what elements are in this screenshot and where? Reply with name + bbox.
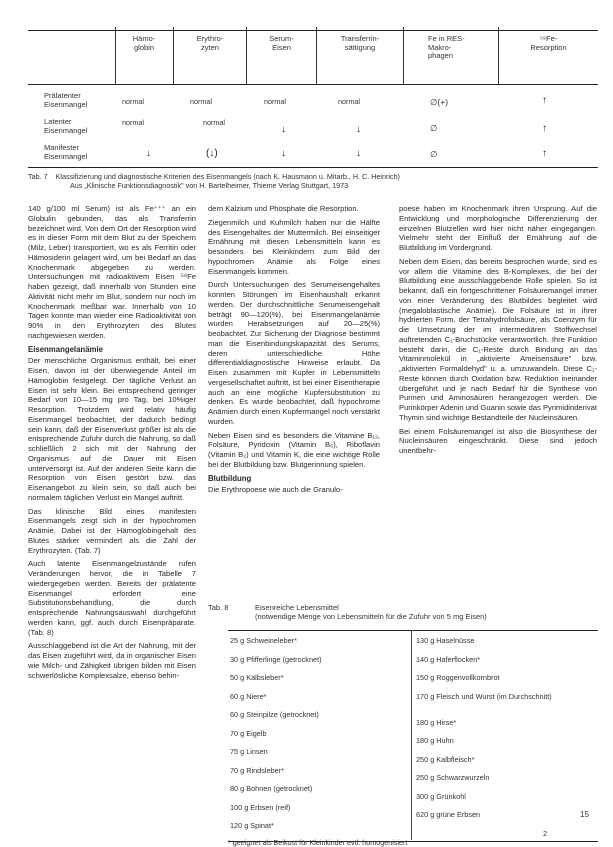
table-7-caption (28, 172, 400, 190)
up-arrow-icon: ↑ (542, 95, 547, 106)
table-cell: ∅ (430, 149, 438, 159)
food-item: 30 g Pfifferlinge (getrocknet) (230, 654, 322, 664)
paragraph: Der menschliche Organismus enthält, bei einer Eisen, davon ist der überwiegende Anteil im Hämoglobin festgelegt. Der tägliche Verlust an Eisen ist sehr klein. Bei entsprechend geringer Bedarf von 10—15 mg pro Tag, bei 10%iger Resorption. Trotzdem wird relativ häufig Eisenmangel beobachtet, der dadurch bedingt sein kann, daß der Eisenverlust größer ist als die entsprechende Zufuhr durch die Nahrung, so daß schließlich 2 sich mit der Nahrung der Organismus auf die Dauer mit Eisen unterversorgt ist. Auf der anderen Seite kann die Resorption von Eisen gestört bzw. das Eisenangebot zu klein sein, so daß auch bei normalem täglichen Verlust ein Mangel auftritt. (28, 356, 196, 502)
section-heading: Blutbildung (208, 473, 252, 483)
row-label: Manifester Eisenmangel (44, 143, 88, 161)
paragraph: Neben dem Eisen, das bereits besprochen wurde, sind es vor allem die Vitamine des B-Komplexes, die bei der Blutbildung eine ausschlaggebende Rolle spielen. So ist bekannt, daß ein fortgeschrittener Folsäuremangel immer von einer Veränderung des Blutbildes begleitet wird (megaloblastische Anämie). Die Folsäure ist in ihrer hydrierten Form, der Tetrahydrofolsäure, als Coenzym für die Umsetzung der im intermediären Stoffwechsel auftretenden C₁-Bruchstücke verantwortlich. Ihre Funktion besteht darin, die C₁-Reste durch Bindung an das Vitaminmolekül in „aktivierte Ameisensäure" bzw. „aktivierten Formaldehyd" u. a. umzuwandeln. Diese C₁-Reste können durch Oxidation bzw. Reduktion ineinander übergeführt und je nach Bedarf für die Synthese von Purinen und Aminosäuren herangezogen werden. Die Purinkörper Adenin und Guanin sowie das Pyrimidinderivat Thymin sind wichtige Bestandteile der Nucleinsäuren. (399, 256, 597, 422)
table-cell: ∅(+) (430, 97, 449, 107)
caption-text: Klassifizierung und diagnostische Kriterien des Eisenmangels (nach K. Hausmann u. Mitarb., H. C. Heinrich) (55, 172, 400, 181)
table-cell: normal (264, 97, 286, 106)
paragraph: Durch Untersuchungen des Serumeisengehaltes konnten Störungen im Eisenhaushalt erkannt werden. Der durchschnittliche Serumeisengehalt beträgt 90—120(%), bei Eisenmangelanämie wurden Herabsetzungen auf 20—25(%) beobachtet. Zur Sicherung der Diagnose bestimmt man die Eisenbindungskapazität des Serums, deren unterschiedliche Höhe differentialdiagnostische Hinweise erlaubt. Da Eisen zusammen mit Kupfer in Lebensmitteln vergesellschaftet auftritt, ist bei einer Eisentherapie auch an eine mögliche Kupfersubstitution zu denken. Es wurde beobachtet, daß hypochrome Anämien durch einen Kupfermangel noch verstärkt wurden. (208, 280, 380, 426)
food-item: 140 g Haferflocken* (416, 654, 481, 664)
paragraph: Neben Eisen sind es besonders die Vitamine B₁₂, Folsäure, Pyridoxin (Vitamin B₆), Riboflavin (Vitamin B₂) und Vitamin K, die eine wichtige Rolle bei der Blutbildung bzw. Blutgerinnung spielen. (208, 430, 380, 469)
down-arrow-icon: ↓ (281, 124, 286, 135)
food-item: 60 g Niere* (230, 691, 267, 701)
table-rule (28, 30, 598, 31)
table-cell: normal (190, 97, 212, 106)
column-header: Erythro- zyten (196, 34, 224, 52)
food-item: 300 g Grünkohl (416, 791, 466, 801)
table-8-footnote: * geeignet als Beikost für Kleinkinder evtl. homogenisiert (228, 838, 408, 847)
row-label: Prälatenter Eisenmangel (44, 91, 88, 109)
table-rule (28, 167, 598, 168)
food-item: 620 g grüne Erbsen (416, 810, 481, 819)
food-item: 100 g Erbsen (reif) (230, 802, 291, 812)
column-header: Transferrin- sättigung (340, 34, 380, 52)
table-cell: normal (122, 97, 144, 106)
down-arrow-icon: ↓ (356, 148, 361, 159)
caption-source: Aus „Klinische Funktionsdiagnostik" von H. Bartelheimer, Thieme Verlag Stuttgart, 1973 (70, 181, 349, 190)
row-label: Latenter Eisenmangel (44, 117, 88, 135)
food-item: 150 g Roggenvollkornbrot (416, 673, 500, 682)
food-item: 180 g Hirse* (416, 717, 457, 727)
food-item: 120 g Spinat* (230, 821, 274, 830)
paragraph: Ausschlaggebend ist die Art der Nahrung, mit der das Eisen zugeführt wird, da in organischer Eisen wie Milch- und Zähigkeit übrigen bilden mit Eisen schwerlösliche Komplexsalze, ebenso behin- (28, 641, 196, 680)
table-rule (28, 84, 598, 85)
food-item: 70 g Eigelb (230, 728, 267, 738)
food-item: 250 g Schwarzwurzeln (416, 773, 490, 782)
down-arrow-icon: (↓) (206, 148, 218, 159)
text-column-1 (28, 204, 196, 844)
table-8-subtitle: (notwendige Menge von Lebensmitteln für die Zufuhr von 5 mg Eisen) (255, 612, 487, 621)
food-item: 70 g Rindsleber* (230, 765, 284, 775)
text-column-2 (208, 204, 380, 599)
paragraph: dern Kalzium und Phosphate die Resorption. (208, 204, 359, 213)
column-header: Fe in RES- Makro- phagen (428, 34, 465, 60)
paragraph: Das klinische Bild eines manifesten Eisenmangels zeigt sich in der hypochromen Anämie. Dabei ist der Hämoglobingehalt des Blutes stärker vermindert als die Zahl der Erythrozyten. (Tab. 7) (28, 506, 196, 555)
food-item: 80 g Bohnen (getrocknet) (230, 784, 313, 793)
down-arrow-icon: ↓ (281, 148, 286, 159)
down-arrow-icon: ↓ (356, 124, 361, 135)
table-divider (411, 630, 412, 840)
column-header: ⁵⁹Fe- Resorption (530, 34, 567, 52)
column-header: Serum- Eisen (269, 34, 294, 52)
page-number: 15 (580, 810, 589, 819)
table-cell: normal (122, 118, 144, 127)
food-item: 50 g Kalbsleber* (230, 673, 284, 682)
paragraph: Bei einem Folsäuremangel ist also die Biosynthese der Nucleinsäuren eingeschränkt. Diese sind jedoch unentbehr- (399, 426, 597, 455)
paragraph: poese haben im Knochenmark ihren Ursprung. Auf die Entwicklung und morphologische Differenzierung der einzelnen Blutzellen wird hier nicht näher eingegangen. Vielmehr steht der Einfluß der Ernährung auf die Blutbildung im Vordergrund. (399, 204, 597, 252)
table-cell: ∅ (430, 123, 438, 133)
section-heading: Eisenmangelanämie (28, 344, 103, 354)
food-item: 170 g Fleisch und Wurst (im Durchschnitt) (416, 691, 552, 701)
food-item: 25 g Schweineleber* (230, 636, 297, 645)
table-8-title: Eisenreiche Lebensmittel (255, 603, 339, 612)
paragraph: Die Erythropoese wie auch die Granulo- (208, 485, 343, 495)
food-item: 75 g Linsen (230, 747, 268, 756)
text-column-3 (399, 204, 597, 599)
paragraph: Ziegenmilch und Kuhmilch haben nur die Hälfte des Eisengehaltes der Muttermilch. Bei einseitiger Ernährung mit diesen Lebensmitteln kann es besonders bei Kleinkindern zum Bild der hypochromen Anämie als Folge eines Eisenmangels kommen. (208, 217, 380, 276)
paragraph: 140 g/100 ml Serum) ist als Fe⁺⁺⁺ an ein Globulin gebunden, das als Transferrin bezeichnet wird. Von dem Ort der Resorption wird es in dieser Form mit dem Blut zu der Speichern (Milz, Leber) transportiert, wo es als Ferritin oder Hämosiderin gelagert wird, um bei Bedarf an das Knochenmark abgegeben zu werden. Untersuchungen mit radioaktivem Eisen ⁵⁹Fe haben gezeigt, daß innerhalb von Stunden eine Aktivität nicht mehr im Blut, sondern nur noch im Knochenmark meßbar war. Innerhalb von 10 Tagen konnte man wieder eine Radioaktivität von 90% in den Erythrozyten des Blutes nachgewiesen werden. (28, 204, 196, 340)
down-arrow-icon: ↓ (146, 148, 151, 159)
food-item: 130 g Haselnüsse (416, 636, 475, 645)
food-item: 180 g Huhn (416, 736, 454, 745)
caption-label: Tab. 7 (28, 172, 48, 181)
food-item: 250 g Kalbfleisch* (416, 754, 475, 764)
table-cell: normal (203, 118, 225, 127)
column-header: Hämo- globin (132, 34, 156, 52)
margin-mark: 2 (543, 829, 548, 838)
table-cell: normal (338, 97, 360, 106)
up-arrow-icon: ↑ (542, 123, 547, 134)
table-8-label: Tab. 8 (208, 603, 229, 612)
paragraph: Auch latente Eisenmangelzustände rufen Veränderungen hervor, die in Tabelle 7 wiedergegeben werden. Bereits der prälatente Eisenmangel erfordert eine Substitutionsbehandlung, die durch entsprechende Nahrungsauswahl durchgeführt werden kann, ggf. auch durch Eisenpräparate. (Tab. 8) (28, 559, 196, 637)
up-arrow-icon: ↑ (542, 148, 547, 159)
food-item: 60 g Steinpilze (getrocknet) (230, 710, 319, 719)
table-7 (28, 27, 598, 170)
